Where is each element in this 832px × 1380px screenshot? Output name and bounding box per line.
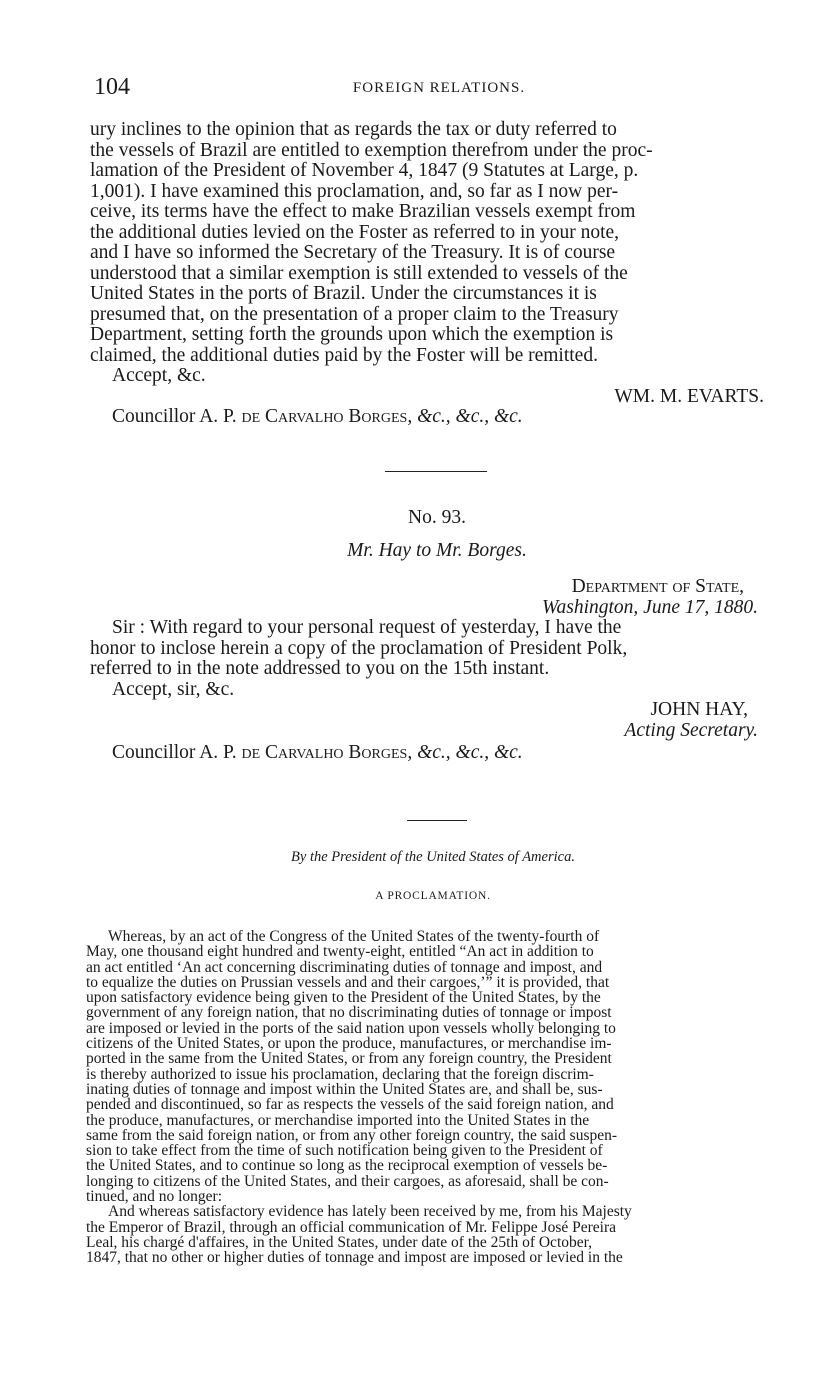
text-line: referred to in the note addressed to you on the 15th instant.: [90, 658, 550, 679]
text-line: and I have so informed the Secretary of the Treasury. It is of course: [90, 242, 616, 263]
text-line: And whereas satisfactory evidence has lately been received by me, from his Majesty: [108, 1203, 632, 1221]
addressee-suffix: , &c., &c., &c.: [407, 742, 523, 763]
text-line: 1847, that no other or higher duties of tonnage and impost are imposed or levied in the: [86, 1249, 623, 1267]
section-divider: [385, 471, 487, 472]
text-line: claimed, the additional duties paid by the Foster will be remitted.: [90, 344, 598, 366]
text-line: Whereas, by an act of the Congress of the United States of the twenty-fourth of: [108, 928, 600, 945]
letter-hay: [90, 508, 784, 764]
text-line: 1,001). I have examined this proclamation, and, so far as I now per-: [90, 180, 619, 202]
text-line: longing to citizens of the United States, and their cargoes, as aforesaid, shall be con-: [86, 1172, 609, 1190]
text-line: sion to take effect from the time of such notification being given to the President of: [86, 1142, 603, 1160]
closing: Accept, sir, &c.: [112, 678, 235, 700]
text-line: is thereby authorized to issue his proclamation, declaring that the foreign discrim-: [86, 1065, 594, 1083]
addressee-prefix: Councillor A. P.: [112, 742, 242, 763]
text-line: the additional duties levied on the Foster as referred to in your note,: [90, 221, 620, 243]
text-line: Department, setting forth the grounds upon which the exemption is: [90, 324, 614, 345]
place-date: Washington, June 17, 1880.: [542, 596, 758, 618]
text-line: the vessels of Brazil are entitled to exemption therefrom under the proc-: [90, 139, 653, 161]
text-line: Leal, his chargé d'affaires, in the United States, under date of the 25th of October,: [86, 1233, 593, 1251]
text-line: May, one thousand eight hundred and twenty-eight, entitled “An act in addition to: [86, 943, 594, 961]
department-line: [90, 577, 784, 598]
addressee-prefix: Councillor A. P.: [112, 406, 242, 427]
paragraph-and-whereas: [86, 1204, 780, 1265]
letter-body: [90, 120, 784, 366]
text-line: inating duties of tonnage and impost within the United States are, and shall be, sus-: [86, 1080, 603, 1098]
text-line: ceive, its terms have the effect to make Brazilian vessels exempt from: [90, 201, 636, 222]
department: Department of State,: [571, 576, 744, 597]
text-line: ury inclines to the opinion that as regards the tax or duty referred to: [90, 119, 617, 140]
paragraph-whereas: [86, 929, 780, 1204]
document-number: No. 93.: [408, 507, 466, 528]
text-line: the Emperor of Brazil, through an official communication of Mr. Felippe José Pereira: [86, 1218, 617, 1236]
text-line: ported in the same from the United States, or from any foreign country, the President: [86, 1050, 612, 1068]
addressee-name: de Carvalho Borges: [241, 742, 408, 763]
text-line: are imposed or levied in the ports of the said nation upon vessels wholly belonging to: [86, 1019, 616, 1037]
text-line: the United States, and to continue so long as the reciprocal exemption of vessels be-: [86, 1157, 608, 1175]
text-line: presumed that, on the presentation of a proper claim to the Treasury: [90, 303, 619, 325]
text-line: understood that a similar exemption is still extended to vessels of the: [90, 262, 628, 284]
signature-title: Acting Secretary.: [624, 719, 758, 741]
text-line: same from the said foreign nation, or from any other foreign country, the said suspen-: [86, 1126, 618, 1144]
running-title: FOREIGN RELATIONS.: [352, 80, 526, 96]
text-line: United States in the ports of Brazil. Under the circumstances it is: [90, 283, 597, 304]
proclamation-title: A PROCLAMATION.: [375, 890, 491, 902]
page-header: [94, 74, 784, 104]
text-line: tinued, and no longer:: [86, 1188, 223, 1206]
addressee: [90, 743, 784, 764]
text-line: to equalize the duties on Prussian vessels and and their cargoes,’” it is provided, that: [86, 973, 610, 991]
text-line: citizens of the United States, or upon the produce, manufactures, or merchandise im-: [86, 1035, 612, 1053]
text-line: Sir : With regard to your personal request of yesterday, I have the: [112, 617, 622, 638]
addressee-name: de Carvalho Borges: [241, 406, 408, 427]
text-line: lamation of the President of November 4, 1847 (9 Statutes at Large, p.: [90, 160, 639, 181]
letter-evarts: [90, 120, 784, 428]
text-line: an act entitled ‘An act concerning discriminating duties of tonnage and impost, and: [86, 958, 603, 976]
proclamation-by-line-wrap: [86, 850, 780, 865]
addressee-suffix: , &c., &c., &c.: [407, 406, 523, 427]
text-line: pended and discontinued, so far as respects the vessels of the said foreign nation, and: [86, 1096, 614, 1114]
text-line: upon satisfactory evidence being given to the President of the United States, by the: [86, 989, 601, 1007]
proclamation-body: [86, 929, 780, 1266]
section-divider: [407, 820, 467, 821]
letter-heading: Mr. Hay to Mr. Borges.: [347, 539, 527, 561]
text-line: the produce, manufactures, or merchandise imported into the United States in the: [86, 1111, 590, 1129]
text-line: government of any foreign nation, that no discriminating duties of tonnage or impost: [86, 1004, 612, 1022]
addressee: [90, 407, 784, 428]
letter-body: [90, 618, 784, 680]
text-line: honor to inclose herein a copy of the proclamation of President Polk,: [90, 637, 628, 659]
proclamation-by-line: By the President of the United States of America.: [291, 849, 575, 865]
signature: JOHN HAY,: [650, 699, 748, 720]
signature: WM. M. EVARTS.: [614, 385, 764, 407]
page-number: 104: [94, 74, 130, 100]
closing: Accept, &c.: [112, 365, 206, 386]
